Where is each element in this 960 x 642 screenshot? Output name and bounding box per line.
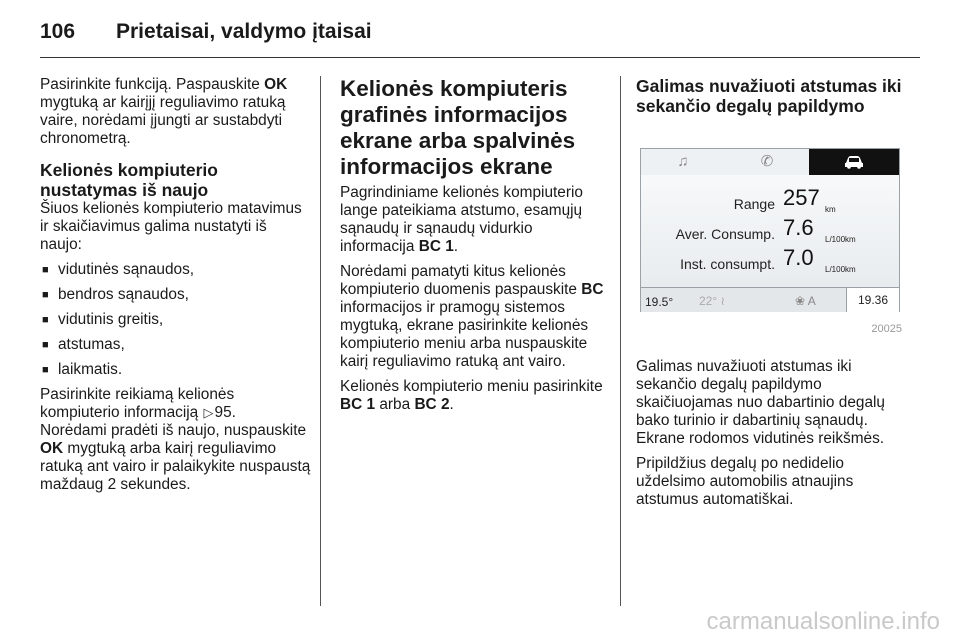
reset-text: Šiuos kelionės kompiuterio matavimus ir skaičiavimus galima nustatyti iš naujo: bbox=[40, 200, 302, 253]
airflow-icon: ≀ bbox=[720, 294, 725, 308]
info-display bbox=[640, 148, 900, 312]
column-divider-1 bbox=[320, 76, 321, 606]
range-paragraph-2: Pripildžius degalų po nedidelio uždelsimo automobilis atnaujins atstumus automatiškai. bbox=[636, 455, 854, 508]
watermark: carmanualsonline.info bbox=[706, 608, 940, 635]
column-3 bbox=[636, 76, 906, 516]
figure-id: 20025 bbox=[871, 323, 902, 335]
paragraph-1: Pagrindiniame kelionės kompiuterio lange pateikiama atstumo, esamųjų sąnaudų ir sąnaudų vidurkio informacija BC 1. bbox=[340, 184, 583, 255]
list-item: ■ vidutinės sąnaudos, bbox=[40, 261, 312, 279]
list-item: ■ atstumas, bbox=[40, 336, 312, 354]
restart-paragraph: Norėdami pradėti iš naujo, nuspauskite OK mygtuką arba kairį reguliavimo ratuką ant vairo ir palaikykite nuspaustą maždaug 2 sekundes. bbox=[40, 422, 311, 493]
select-paragraph: Pasirinkite reikiamą kelionės kompiuterio informaciją ▷95. bbox=[40, 386, 236, 421]
trip-values bbox=[641, 175, 899, 287]
range-paragraph-1: Galimas nuvažiuoti atstumas iki sekančio degalų papildymo skaičiuojamas nuo dabartinio degalų bako turinio ir dabartinių sąnaudų. Ekrane rodomos vidutinės reikšmės. bbox=[636, 358, 885, 447]
paragraph-3: Kelionės kompiuterio meniu pasirinkite BC 1 arba BC 2. bbox=[340, 378, 603, 413]
reset-list bbox=[40, 261, 312, 379]
list-item: ■ bendros sąnaudos, bbox=[40, 286, 312, 304]
list-item: ■ vidutinis greitis, bbox=[40, 311, 312, 329]
car-icon bbox=[809, 149, 899, 175]
outside-temperature: 19.5° bbox=[645, 295, 674, 309]
page-number: 106 bbox=[40, 20, 76, 43]
music-note-icon: ♫ bbox=[641, 149, 726, 175]
page-header bbox=[40, 14, 920, 54]
header-divider bbox=[40, 57, 920, 58]
reset-heading: Kelionės kompiuterio nustatymas iš naujo bbox=[40, 160, 218, 200]
set-temperature: 22° ≀ bbox=[699, 294, 725, 308]
column-divider-2 bbox=[620, 76, 621, 606]
list-item: ■ laikmatis. bbox=[40, 361, 312, 379]
range-row: Range 257 km bbox=[733, 185, 836, 214]
fan-status: ❀ A bbox=[795, 294, 816, 308]
display-figure bbox=[636, 126, 906, 342]
clock: 19.36 bbox=[846, 288, 899, 312]
display-status-bar bbox=[641, 287, 899, 312]
section-heading: Kelionės kompiuteris grafinės informacijos ekrane arba spalvinės informacijos ekrane bbox=[340, 76, 576, 179]
fan-icon: ❀ bbox=[795, 294, 806, 308]
intro-paragraph: Pasirinkite funkciją. Paspauskite OK mygtuką ar kairįjį reguliavimo ratuką vaire, norėdami įjungti ar sustabdyti chronometrą. bbox=[40, 76, 288, 147]
range-heading: Galimas nuvažiuoti atstumas iki sekančio degalų papildymo bbox=[636, 76, 902, 116]
average-consumption-row: Aver. Consump. 7.6 L/100km bbox=[675, 215, 856, 244]
column-1 bbox=[40, 76, 312, 501]
display-tabs bbox=[641, 149, 899, 175]
instant-consumption-row: Inst. consumpt. 7.0 L/100km bbox=[680, 245, 856, 274]
column-2 bbox=[340, 76, 610, 421]
phone-icon: ✆ bbox=[725, 149, 810, 175]
page-title: Prietaisai, valdymo įtaisai bbox=[116, 20, 372, 43]
paragraph-2: Norėdami pamatyti kitus kelionės kompiuterio duomenis paspauskite BC informacijos ir pramogų sistemos mygtuką, ekrane pasirinkite kelionės kompiuterio meniu arba nuspauskite kairį reguliavimo ratuką ant vairo. bbox=[340, 263, 604, 370]
page-reference-icon: ▷ bbox=[203, 405, 214, 420]
